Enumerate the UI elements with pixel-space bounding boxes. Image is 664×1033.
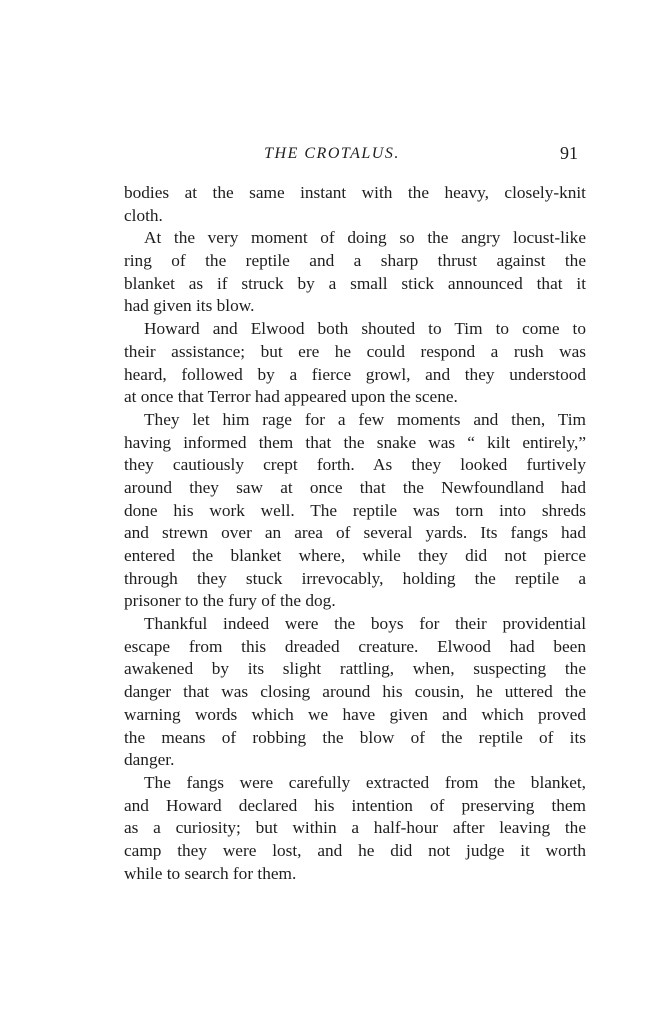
text-line: ring of the reptile and a sharp thrust against the bbox=[124, 251, 586, 271]
running-head: THE CROTALUS. bbox=[264, 145, 400, 162]
text-line: blanket as if struck by a small stick announced that it bbox=[124, 273, 586, 293]
text-line: around they saw at once that the Newfoundland had bbox=[124, 477, 586, 497]
text-line: prisoner to the fury of the dog. bbox=[124, 591, 336, 611]
text-line: escape from this dreaded creature. Elwood had been bbox=[124, 636, 586, 656]
text-line: They let him rage for a few moments and then, Tim bbox=[144, 409, 586, 429]
text-line: the means of robbing the blow of the reptile of its bbox=[124, 727, 586, 747]
text-line: done his work well. The reptile was torn into shreds bbox=[124, 500, 586, 520]
text-line: Thankful indeed were the boys for their providential bbox=[144, 614, 586, 634]
text-line: entered the blanket where, while they did not pierce bbox=[124, 546, 586, 565]
text-line: through they stuck irrevocably, holding the reptile a bbox=[124, 568, 586, 588]
text-line: danger. bbox=[124, 750, 175, 770]
text-line: awakened by its slight rattling, when, suspecting the bbox=[124, 659, 586, 679]
text-line: as a curiosity; but within a half-hour after leaving the bbox=[124, 818, 586, 838]
text-line: they cautiously crept forth. As they looked furtively bbox=[124, 455, 586, 475]
body-text bbox=[124, 182, 586, 885]
text-line: cloth. bbox=[124, 205, 163, 225]
text-line: danger that was closing around his cousin, he uttered the bbox=[124, 682, 586, 702]
text-line: The fangs were carefully extracted from the blanket, bbox=[144, 772, 586, 792]
text-line: while to search for them. bbox=[124, 863, 297, 883]
text-line: their assistance; but ere he could respond a rush was bbox=[124, 341, 586, 361]
text-line: Howard and Elwood both shouted to Tim to come to bbox=[144, 319, 586, 339]
page-number: 91 bbox=[560, 143, 578, 163]
text-line: camp they were lost, and he did not judge it worth bbox=[124, 840, 586, 860]
text-line: had given its blow. bbox=[124, 296, 255, 316]
text-line: warning words which we have given and which proved bbox=[124, 704, 586, 724]
text-line: and strewn over an area of several yards. Its fangs had bbox=[124, 523, 586, 543]
text-line: At the very moment of doing so the angry locust-like bbox=[144, 228, 586, 248]
text-line: at once that Terror had appeared upon the scene. bbox=[124, 387, 458, 407]
text-line: heard, followed by a fierce growl, and they understood bbox=[124, 364, 586, 384]
text-line: bodies at the same instant with the heavy, closely-knit bbox=[124, 183, 586, 202]
text-line: and Howard declared his intention of preserving them bbox=[124, 795, 586, 815]
text-line: having informed them that the snake was “ kilt entirely,” bbox=[124, 432, 586, 452]
